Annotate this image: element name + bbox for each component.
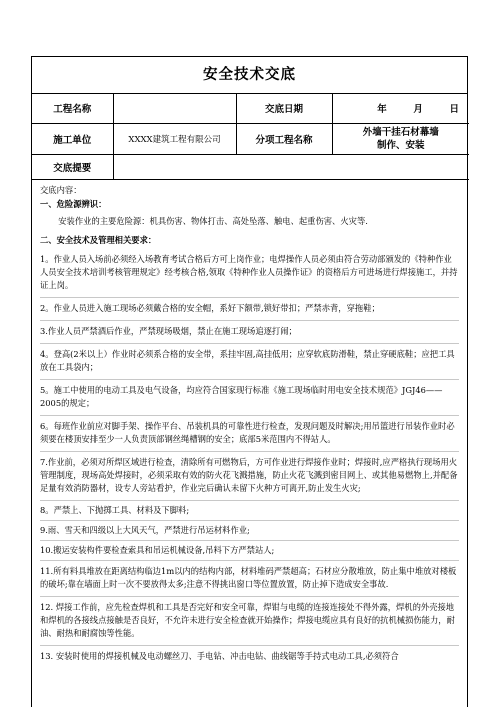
unit-value: XXXX建筑工程有限公司 [113,123,236,154]
content-intro: 交底内容： [40,184,82,195]
subproject-value-line1: 外墙干挂石材幕墙 [362,126,439,138]
list-item: 5。施工中使用的电动工具及电气设备，均应符合国家现行标准《施工现场临时用电安全技术规范》JGJ46——2005的规定； [40,380,459,416]
list-item: 7.作业前，必须对所焊区域进行检查，清除所有可燃物后，方可作业进行焊接作业时；焊接时,应严格执行现场用火管理制度，现场高处焊接时，必须采取有效的防火花飞溅措施，防止火花飞溅到密目网上、或其他易燃物上,并配备足量有效消防器材，设专人旁站看护，作业完后确认未留下火种方可离开,防止发生火灾; [40,452,459,501]
list-item: 13. 安装时使用的焊接机械及电动螺丝刀、手电钻、冲击电钻、曲线锯等手持式电动工具,必须符合 [40,650,399,661]
summary-field[interactable] [113,154,469,179]
date-month: 月 [413,104,423,116]
date-year: 年 [377,104,387,116]
unit-label: 施工单位 [32,123,113,154]
list-item: 2。作业人员进入施工现场必须戴合格的安全帽，系好下额带,锁好带扣；严禁赤背，穿拖鞋； [40,298,459,321]
form-title: 安全技术交底 [32,57,467,94]
date-field[interactable] [332,94,469,123]
section1-title: 一、危险源辨识： [40,198,107,209]
list-item: 10.搬运安装构件要检查索具和吊运机械设备,吊料下方严禁站人; [40,541,459,561]
list-item: 1。作业人员入场前必须经入场教育考试合格后方可上岗作业；电焊操作人员必须由符合劳动部颁发的《特种作业人员安全技术培训考核管理规定》经考核合格,领取《特种作业人员操作证》的资格后方可进场进行焊接施工，并持证上岗。 [40,249,459,298]
list-item: 11.所有料具堆放在距离结构临边1m以内的结构内部，材料堆码严禁超高；石材应分散堆放，防止集中堆放对楼板的破坏;靠在墙面上时一次不要放得太多;注意不得挑出窗口等位置放置，防止掉下造成安全事故. [40,561,459,597]
list-item: 3.作业人员严禁酒后作业，严禁现场吸烟，禁止在施工现场追逐打闹； [40,321,459,344]
disclosure-content [32,180,467,668]
subproject-value [332,123,469,154]
list-item: 9.雨、雪天和四级以上大风天气，严禁进行吊运材料作业; [40,521,459,541]
header-table [32,94,469,180]
date-day: 日 [449,104,459,116]
safety-disclosure-form [31,56,468,707]
project-name-label: 工程名称 [32,94,113,123]
list-item: 8。严禁上、下抛掷工具、材料及下脚料; [40,501,459,521]
summary-label: 交底提要 [32,154,113,179]
subproject-value-line2: 制作、安装 [376,139,425,151]
section1-text: 安装作业的主要危险源：机具伤害、物体打击、高处坠落、触电、起重伤害、火灾等. [58,215,368,226]
date-label: 交底日期 [236,94,332,123]
subproject-label: 分项工程名称 [236,123,332,154]
section2-title: 二、安全技术及管理相关要求： [40,234,157,245]
list-item: 4。登高(2米以上）作业时必须系合格的安全带，系挂牢固,高挂低用；应穿软底防滑鞋，禁止穿硬底鞋；应把工具放在工具袋内； [40,344,459,380]
project-name-field[interactable] [113,94,236,123]
list-item: 12. 焊接工作前，应先检查焊机和工具是否完好和安全可靠，焊钳与电缆的连接连接处不得外露，焊机的外壳接地和焊机的各接线点接触是否良好，不允许未进行安全检查就开始操作；焊接电缆应具有良好的抗机械损伤能力，耐油、耐热和耐腐蚀等性能。 [40,597,459,646]
list-item: 6。每班作业前应对脚手架、操作平台、吊装机具的可靠性进行检查，发现问题及时解决;用吊篮进行吊装作业时必须要在楼顶安排至少一人负责顶部钢丝绳槽钢的安全；底部5米范围内不得站人。 [40,416,459,452]
